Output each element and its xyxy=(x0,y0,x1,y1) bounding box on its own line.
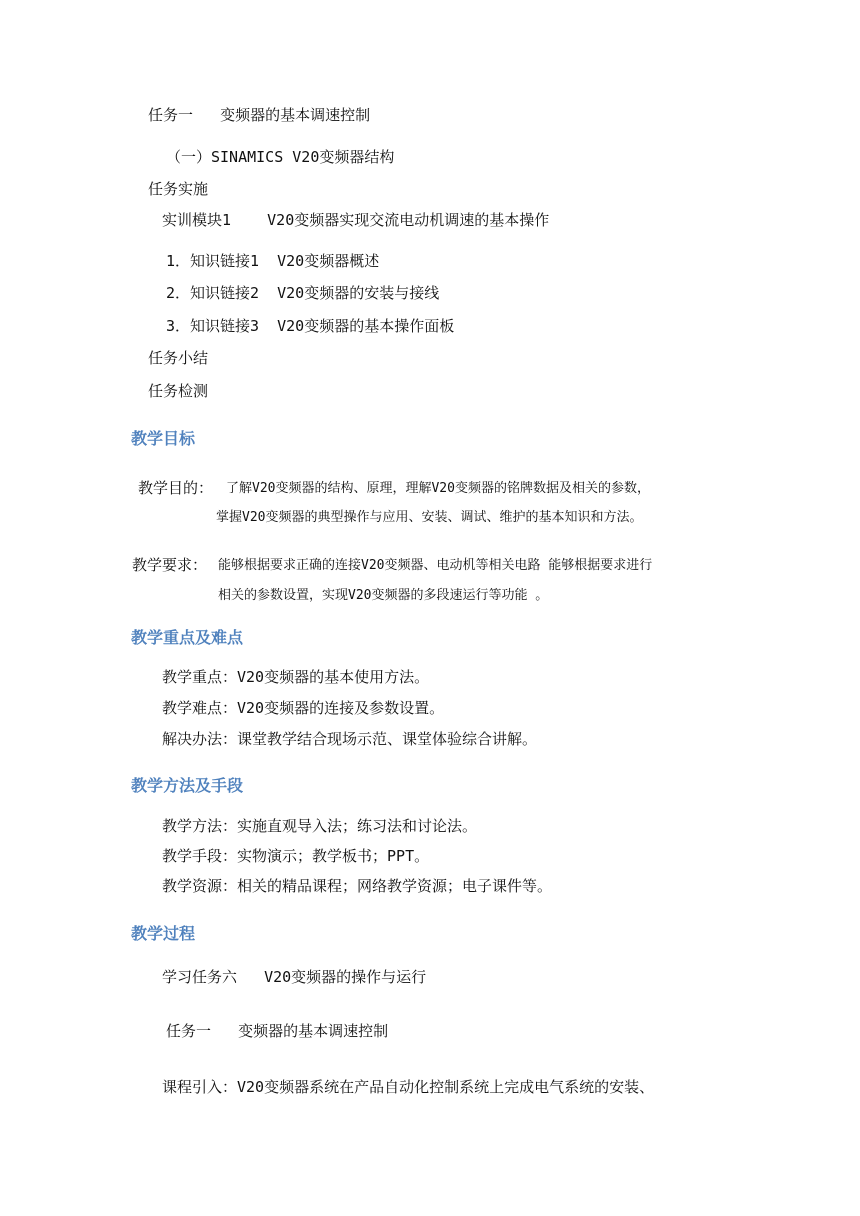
task1-title: 任务一 变频器的基本调速控制 xyxy=(148,106,371,124)
requirement-line-1: 能够根据要求正确的连接V20变频器、电动机等相关电路 能够根据要求进行 xyxy=(218,558,653,573)
section1-title: （一）SINAMICS V20变频器结构 xyxy=(166,148,395,166)
method-item: 教学方法：实施直观导入法；练习法和讨论法。 xyxy=(162,817,478,835)
heading-teaching-goals: 教学目标 xyxy=(131,429,196,448)
heading-methods: 教学方法及手段 xyxy=(131,776,244,795)
key-point-item: 教学重点：V20变频器的基本使用方法。 xyxy=(162,668,430,686)
task-summary: 任务小结 xyxy=(148,349,209,367)
heading-key-points: 教学重点及难点 xyxy=(131,628,244,647)
purpose-line-1: 了解V20变频器的结构、原理，理解V20变频器的铭牌数据及相关的参数， xyxy=(226,481,650,496)
process-task1: 任务一 变频器的基本调速控制 xyxy=(166,1022,389,1040)
requirement-label: 教学要求： xyxy=(132,556,208,574)
course-intro: 课程引入：V20变频器系统在产品自动化控制系统上完成电气系统的安装、 xyxy=(162,1078,655,1096)
task-implementation: 任务实施 xyxy=(148,180,209,198)
means-item: 教学手段：实物演示；教学板书；PPT。 xyxy=(162,847,430,865)
purpose-label: 教学目的： xyxy=(138,479,214,497)
knowledge-link-2: 2．知识链接2 V20变频器的安装与接线 xyxy=(166,284,440,302)
resources-item: 教学资源：相关的精品课程；网络教学资源；电子课件等。 xyxy=(162,877,553,895)
purpose-line-2: 掌握V20变频器的典型操作与应用、安装、调试、维护的基本知识和方法。 xyxy=(216,510,643,525)
task-check: 任务检测 xyxy=(148,382,209,400)
knowledge-link-3: 3．知识链接3 V20变频器的基本操作面板 xyxy=(166,317,455,335)
requirement-line-2: 相关的参数设置，实现V20变频器的多段速运行等功能 。 xyxy=(218,588,549,603)
knowledge-link-1: 1．知识链接1 V20变频器概述 xyxy=(166,252,380,270)
training-module-1: 实训模块1 V20变频器实现交流电动机调速的基本操作 xyxy=(162,211,550,229)
heading-process: 教学过程 xyxy=(131,924,196,943)
learning-task-6: 学习任务六 V20变频器的操作与运行 xyxy=(162,968,427,986)
solution-item: 解决办法：课堂教学结合现场示范、课堂体验综合讲解。 xyxy=(162,730,538,748)
difficulty-item: 教学难点：V20变频器的连接及参数设置。 xyxy=(162,699,445,717)
